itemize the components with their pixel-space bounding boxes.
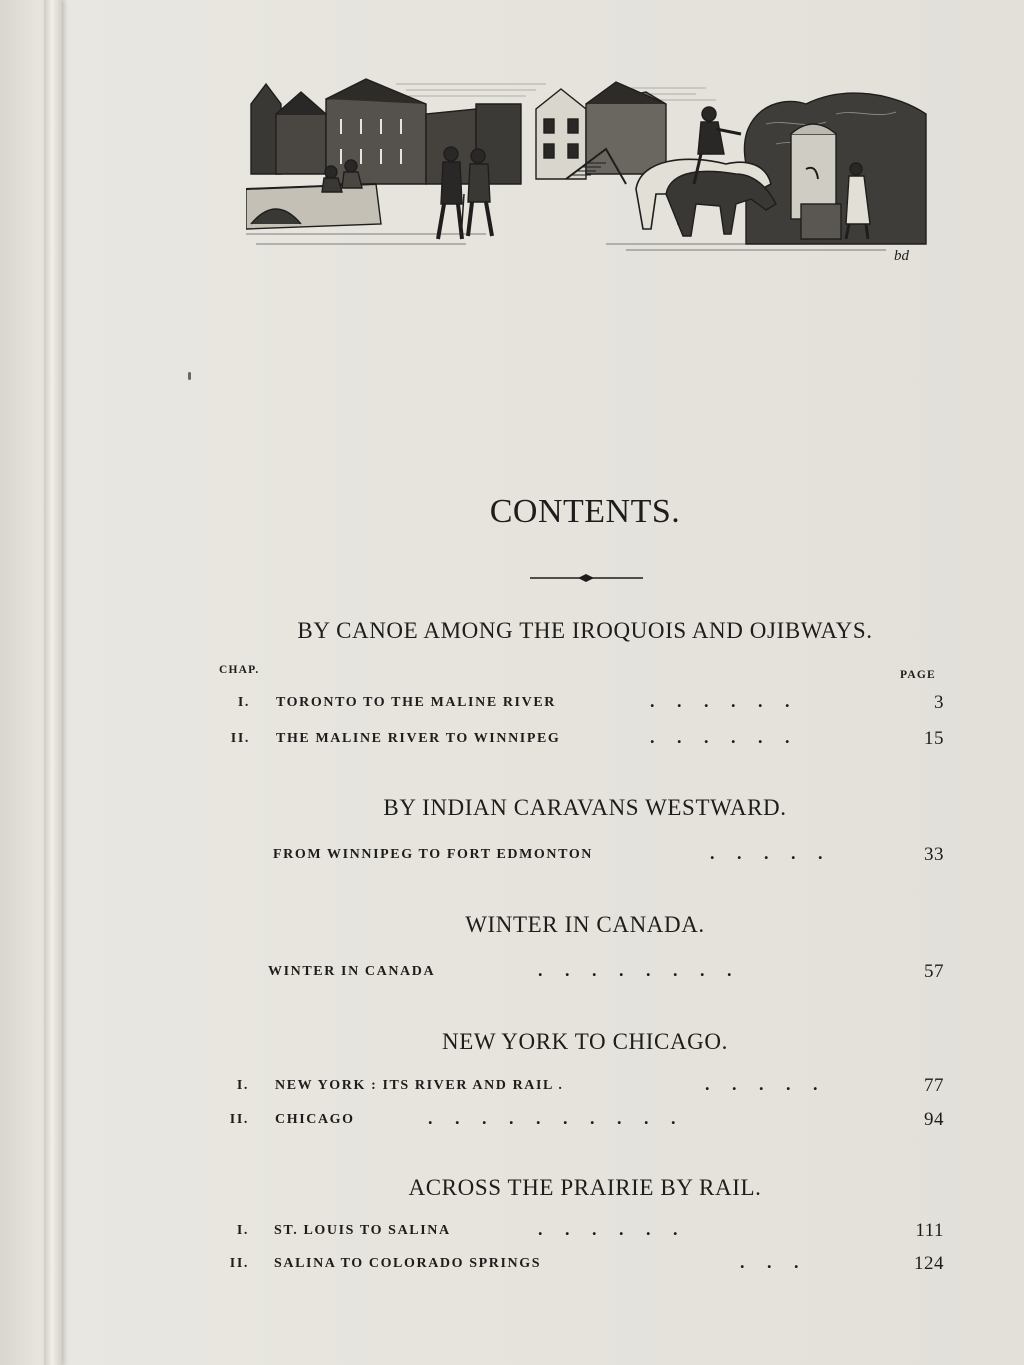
leader-dots: . . . . . . . . (538, 960, 732, 980)
chapter-number: II. (229, 1256, 249, 1271)
chapter-number: II. (229, 1112, 249, 1127)
page-number: 111 (915, 1220, 944, 1241)
section-heading-winter: WINTER IN CANADA. (465, 912, 705, 937)
engraver-signature: bd (894, 248, 909, 264)
contents-title: CONTENTS. (489, 493, 681, 530)
paper-speck (188, 372, 191, 380)
engraving-vignette (246, 74, 931, 264)
leader-dots: . . . . . (705, 1074, 818, 1094)
page-number: 15 (924, 728, 944, 749)
page-number: 57 (924, 961, 944, 982)
toc-entry[interactable] (0, 1252, 1024, 1280)
chapter-title: TORONTO TO THE MALINE RIVER (276, 695, 556, 710)
toc-entry[interactable] (0, 727, 1024, 755)
chapter-title: WINTER IN CANADA (268, 964, 436, 979)
chapter-number: II. (230, 731, 250, 746)
section-heading-caravans: BY INDIAN CARAVANS WESTWARD. (383, 795, 787, 820)
chapter-number: I. (236, 1223, 249, 1238)
chapter-title: THE MALINE RIVER TO WINNIPEG (276, 731, 561, 746)
toc-entry[interactable] (0, 1108, 1024, 1136)
toc-entry[interactable] (0, 1219, 1024, 1247)
toc-entry[interactable] (0, 960, 1024, 988)
chapter-title: ST. LOUIS TO SALINA (274, 1223, 451, 1238)
leader-dots: . . . . . (710, 843, 823, 863)
toc-entry[interactable] (0, 691, 1024, 719)
section-heading-prairie: ACROSS THE PRAIRIE BY RAIL. (408, 1175, 762, 1200)
page-number: 94 (924, 1109, 944, 1130)
chapter-title: CHICAGO (275, 1112, 355, 1127)
leader-dots: . . . . . . . . . . (428, 1108, 676, 1128)
chapter-number: I. (236, 1078, 249, 1093)
page-number: 77 (924, 1075, 944, 1096)
toc-entry[interactable] (0, 843, 1024, 871)
chapter-number: I. (237, 695, 250, 710)
leader-dots: . . . (740, 1252, 799, 1272)
toc-entry[interactable] (0, 1074, 1024, 1102)
leader-dots: . . . . . . (650, 727, 790, 747)
chapter-title: FROM WINNIPEG TO FORT EDMONTON (273, 847, 594, 862)
page-number: 3 (934, 692, 944, 713)
leader-dots: . . . . . . (650, 691, 790, 711)
chapter-title: SALINA TO COLORADO SPRINGS (274, 1256, 542, 1271)
page-number: 124 (914, 1253, 944, 1274)
book-spine (44, 0, 62, 1365)
leader-dots: . . . . . . (538, 1219, 678, 1239)
section-heading-canoe: BY CANOE AMONG THE IROQUOIS AND OJIBWAYS. (297, 618, 873, 643)
page-number: 33 (924, 844, 944, 865)
chapter-title: NEW YORK : ITS RIVER AND RAIL . (275, 1078, 564, 1093)
ornamental-rule (530, 571, 643, 585)
section-heading-newyork: NEW YORK TO CHICAGO. (442, 1029, 728, 1054)
chap-label: CHAP. (219, 664, 260, 676)
page-label: PAGE (900, 669, 936, 681)
